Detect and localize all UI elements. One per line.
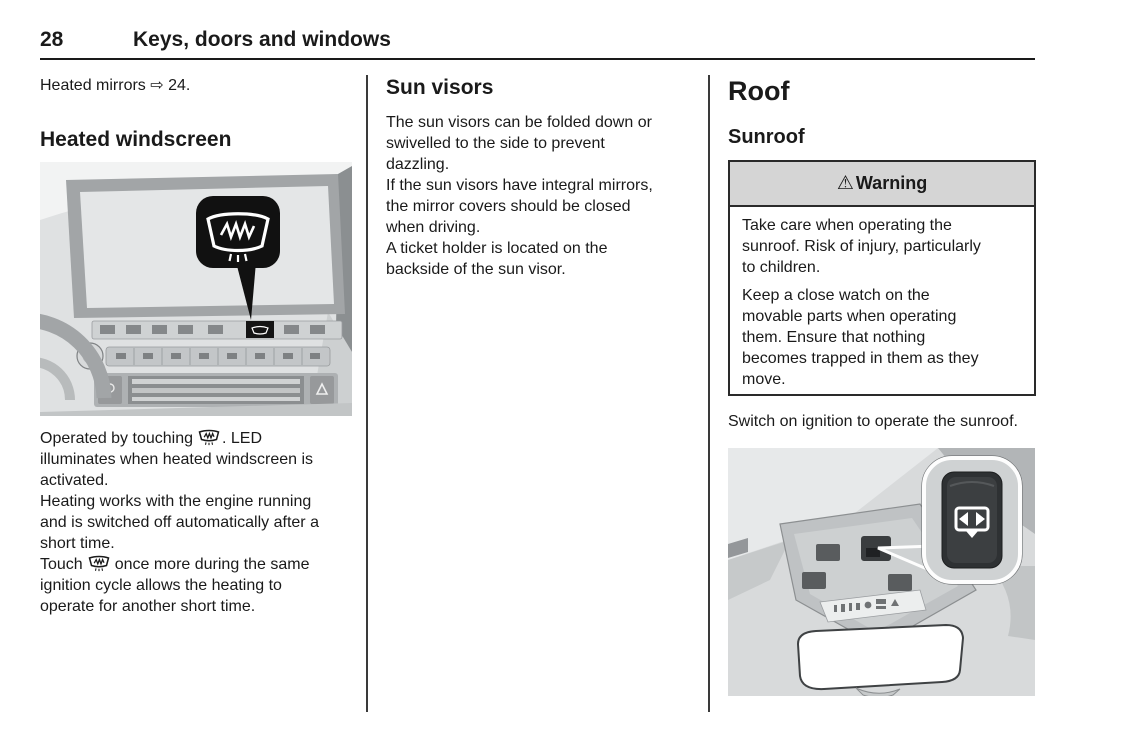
warning-triangle-icon: ⚠ (836, 173, 854, 194)
paragraph-sun-visors-mirrors: If the sun visors have integral mirrors, the mirror covers should be closed when driving. (386, 177, 653, 236)
column-divider-left (366, 75, 368, 712)
overhead-console-illustration (728, 448, 1035, 696)
reading-lamp-button (802, 572, 826, 589)
page-number: 28 (40, 28, 64, 51)
paragraph-heating-works: Heating works with the engine running and is switched off automatically after a short time. (40, 493, 319, 552)
overhead-console-illustration-svg (728, 448, 1035, 696)
heading-sunroof: Sunroof (728, 126, 805, 148)
left-column (40, 75, 352, 617)
heading-roof: Roof (728, 76, 790, 106)
heated-windscreen-icon (87, 555, 111, 572)
paragraph-touch-again: Touch once more during the same ignition cycle allows the heating to operate for another short time. (40, 556, 310, 615)
hazard-button (310, 376, 334, 404)
rear-view-mirror (798, 625, 963, 689)
heading-sun-visors: Sun visors (386, 76, 494, 99)
chapter-title: Keys, doors and windows (133, 28, 391, 51)
paragraph-ticket-holder: A ticket holder is located on the backside of the sun visor. (386, 240, 608, 278)
warning-body (730, 207, 1034, 394)
dashboard-illustration-svg (40, 162, 352, 416)
right-column (728, 75, 1036, 696)
middle-column (386, 75, 671, 280)
touch-button-glyphs (100, 325, 325, 334)
heading-heated-windscreen: Heated windscreen (40, 128, 232, 151)
warning-paragraph-movable-parts: Keep a close watch on the movable parts when operating them. Ensure that nothing becomes trapped in them as they move. (742, 287, 979, 388)
warning-box (728, 160, 1036, 396)
warning-paragraph-take-care: Take care when operating the sunroof. Risk of injury, particularly to children. (742, 217, 981, 276)
paragraph-sun-visors-fold: The sun visors can be folded down or swivelled to the side to prevent dazzling. (386, 114, 652, 173)
column-divider-right (708, 75, 710, 712)
warning-header (730, 162, 1034, 207)
heated-windscreen-icon (197, 429, 221, 446)
cross-reference-heated-mirrors: Heated mirrors ⇨ 24. (40, 77, 191, 94)
page-header (40, 28, 1035, 60)
warning-title: Warning (855, 173, 928, 193)
reading-lamp-button (816, 544, 840, 561)
paragraph-ignition-note: Switch on ignition to operate the sunroof. (728, 413, 1018, 430)
reading-lamp-button (888, 574, 912, 591)
dashboard-illustration (40, 162, 352, 416)
heated-windscreen-button (246, 321, 274, 338)
paragraph-operation: Operated by touching . LED illuminates when heated windscreen is activated. (40, 430, 314, 489)
